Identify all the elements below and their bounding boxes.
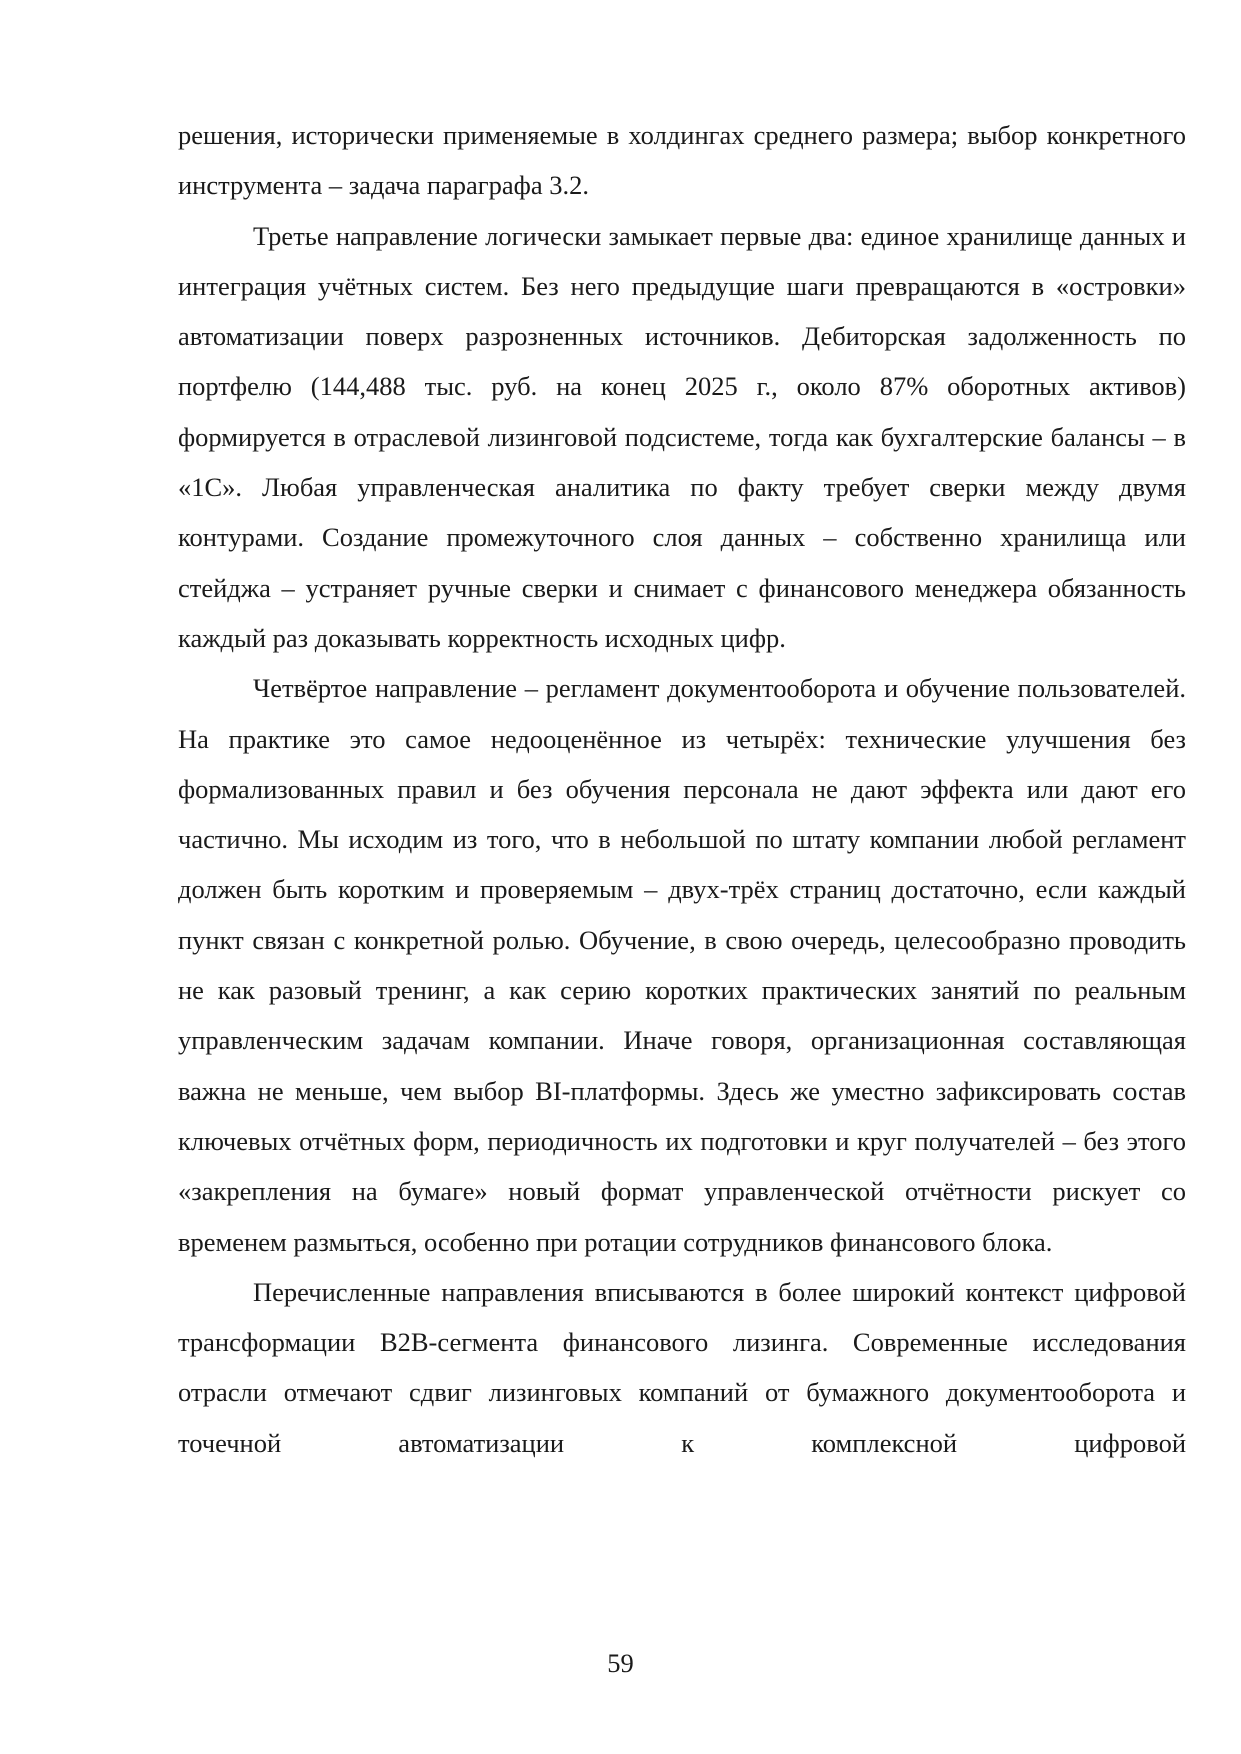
paragraph-3: Четвёртое направление – регламент документооборота и обучение пользователей. На практике это самое недооценённое из четырёх: технические улучшения без формализованных правил и без обучения персонала не дают эффекта или дают его частично. Мы исходим из того, что в небольшой по штату компании любой регламент должен быть коротким и проверяемым – двух-трёх страниц достаточно, если каждый пункт связан с конкретной ролью. Обучение, в свою очередь, целесообразно проводить не как разовый тренинг, а как серию коротких практических занятий по реальным управленческим задачам компании. Иначе говоря, организационная составляющая важна не меньше, чем выбор BI-платформы. Здесь же уместно зафиксировать состав ключевых отчётных форм, периодичность их подготовки и круг получателей – без этого «закрепления на бумаге» новый формат управленческой отчётности рискует со временем размыться, особенно при ротации сотрудников финансового блока.: [178, 673, 1186, 1257]
paragraph-4: Перечисленные направления вписываются в более широкий контекст цифровой трансформации B2B-сегмента финансового лизинга. Современные исследования отрасли отмечают сдвиг лизинговых компаний от бумажного документооборота и точечной автоматизации к комплексной цифровой: [178, 1276, 1186, 1458]
body-text: [178, 110, 1186, 1468]
page-number: 59: [607, 1648, 634, 1678]
paragraph-1: решения, исторически применяемые в холдингах среднего размера; выбор конкретного инструмента – задача параграфа 3.2.: [178, 120, 1186, 201]
paragraph-2: Третье направление логически замыкает первые два: единое хранилище данных и интеграция учётных систем. Без него предыдущие шаги превращаются в «островки» автоматизации поверх разрозненных источников. Дебиторская задолженность по портфелю (144,488 тыс. руб. на конец 2025 г., около 87% оборотных активов) формируется в отраслевой лизинговой подсистеме, тогда как бухгалтерские балансы – в «1С». Любая управленческая аналитика по факту требует сверки между двумя контурами. Создание промежуточного слоя данных – собственно хранилища или стейджа – устраняет ручные сверки и снимает с финансового менеджера обязанность каждый раз доказывать корректность исходных цифр.: [178, 220, 1186, 653]
